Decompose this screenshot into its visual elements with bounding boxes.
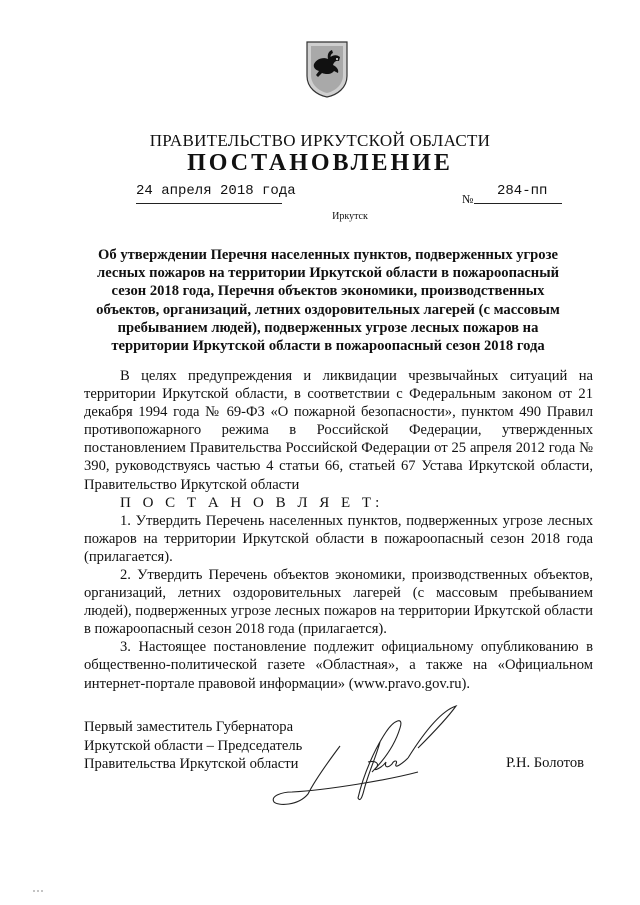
position-line: Иркутской области – Председатель <box>84 737 303 754</box>
list-item: 2. Утвердить Перечень объектов экономики, производственных объектов, организаций, летних оздоровительных лагерей (с массовым пребыванием людей), подверженных угрозе лесных пожаров на территории Иркутской области в пожароопасный сезон 2018 года (прилагается). <box>84 566 593 638</box>
irkutsk-coat-of-arms-icon <box>304 40 350 98</box>
position-line: Первый заместитель Губернатора <box>84 719 294 735</box>
handwritten-signature <box>268 702 478 812</box>
document-date: 24 апреля 2018 года <box>136 183 296 199</box>
city-label: Иркутск <box>332 211 368 222</box>
document-type: ПОСТАНОВЛЕНИЕ <box>187 150 453 176</box>
list-item: 3. Настоящее постановление подлежит официальному опубликованию в общественно-политической газете «Областная», а также на «Официальном интернет-портале правовой информации» (www.pravo.gov.ru). <box>84 639 593 692</box>
number-underline <box>474 203 562 204</box>
decree-word: П О С Т А Н О В Л Я Е Т: <box>120 494 384 511</box>
list-item: 1. Утвердить Перечень населенных пунктов, подверженных угрозе лесных пожаров на территории Иркутской области в пожароопасный сезон 2018 года (прилагается). <box>84 512 593 565</box>
preamble-paragraph: В целях предупреждения и ликвидации чрезвычайных ситуаций на территории Иркутской области, в соответствии с Федеральным законом от 21 декабря 1994 года № 69-ФЗ «О пожарной безопасности», пунктом 490 Правил противопожарного режима в Российской Федерации, утвержденных постановлением Правительства Российской Федерации от 25 апреля 2012 года № 390, руководствуясь частью 4 статьи 66, статьей 67 Устава Иркутской области, Правительство Иркутской области <box>84 368 593 493</box>
position-line: Правительства Иркутской области <box>84 756 299 772</box>
signatory-name: Р.Н. Болотов <box>506 755 585 771</box>
number-sign: № <box>462 192 474 206</box>
document-title: Об утверждении Перечня населенных пунктов, подверженных угрозе лесных пожаров на территории Иркутской области в пожароопасный сезон 2018 года, Перечня объектов экономики, производственных объектов, организаций, летних оздоровительных лагерей (с массовым пребыванием людей), подверженных угрозе лесных пожаров на территории Иркутской области в пожароопасный сезон 2018 года <box>96 247 560 355</box>
corner-mark <box>32 888 46 894</box>
document-body <box>84 367 593 693</box>
authority-name: ПРАВИТЕЛЬСТВО ИРКУТСКОЙ ОБЛАСТИ <box>149 131 491 150</box>
date-underline <box>136 203 282 204</box>
document-number: 284-пп <box>497 183 548 199</box>
